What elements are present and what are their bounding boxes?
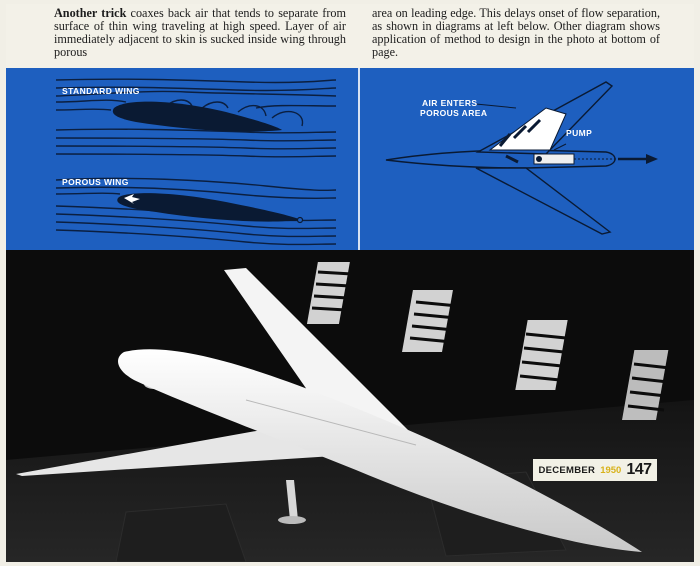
page-number: 147 xyxy=(626,461,652,478)
porous-area-label: POROUS AREA xyxy=(420,108,488,118)
caption-lead: Another trick xyxy=(54,6,127,20)
wind-tunnel-photo xyxy=(6,250,694,562)
caption-left-text: coaxes back air that tends to separate from surface of thin wing traveling at high speed. Layer of air immediately adjacent to skin is sucked inside wing through porous xyxy=(54,6,346,59)
magazine-page xyxy=(6,4,694,562)
aircraft-model-photo xyxy=(6,250,694,562)
air-enters-label: AIR ENTERS xyxy=(422,98,478,108)
porous-wing-label: POROUS WING xyxy=(62,177,129,187)
caption-left-column xyxy=(54,7,346,59)
pump-label: PUMP xyxy=(566,128,593,138)
folio-month: DECEMBER xyxy=(538,464,596,476)
page-folio xyxy=(533,459,657,481)
folio-year: 1950 xyxy=(600,464,622,476)
diagram-divider xyxy=(358,68,360,250)
caption xyxy=(6,4,694,68)
caption-right-column: area on leading edge. This delays onset of flow separation, as shown in diagrams at left below. Other diagram shows application of method to design in the photo at bottom of page. xyxy=(372,6,660,59)
standard-wing-label: STANDARD WING xyxy=(62,86,140,96)
trail-ring-icon xyxy=(298,218,303,223)
exhaust-arrow-icon xyxy=(646,154,658,164)
diagram-panel xyxy=(6,68,694,250)
